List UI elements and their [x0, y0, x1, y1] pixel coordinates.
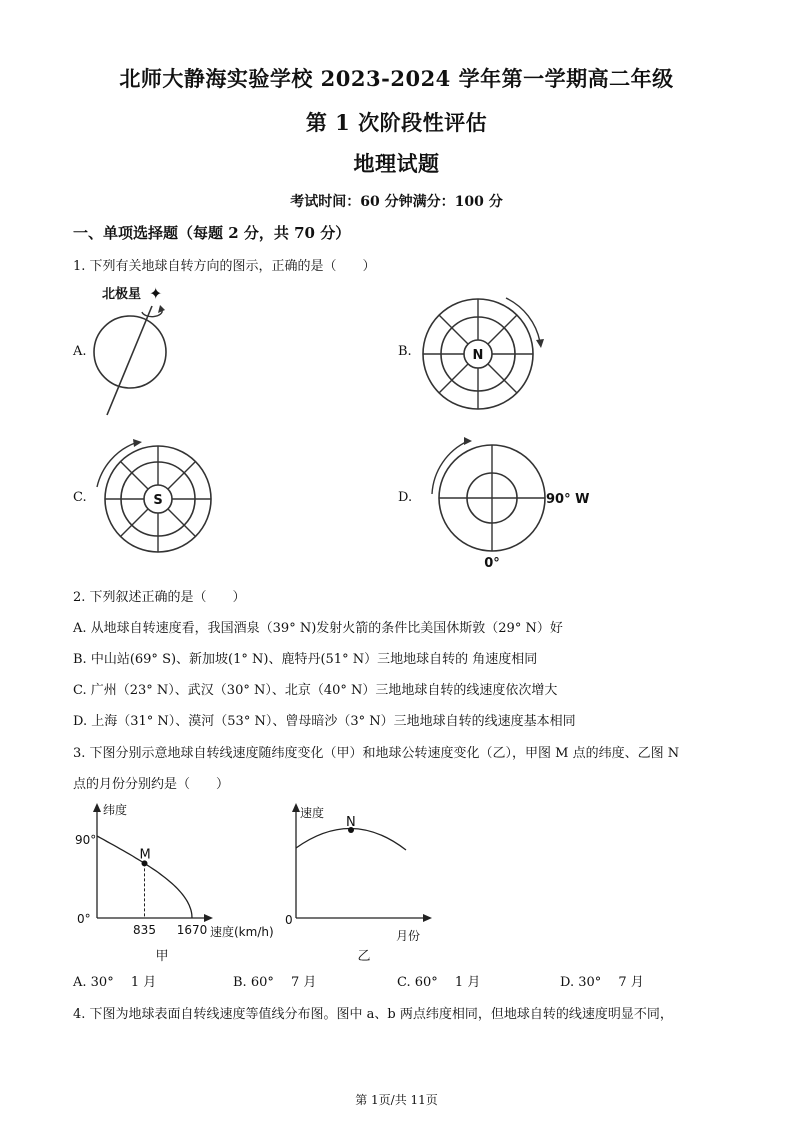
- section-title: 一、单项选择题（每题 2 分，共 70 分）: [73, 224, 351, 242]
- q2-option-a: A. 从地球自转速度看，我国酒泉（39° N)发射火箭的条件比美国休斯敦（29° N）好: [73, 621, 563, 636]
- chart-jia: [70, 800, 285, 968]
- jia-xlabel: 速度(km/h): [210, 925, 274, 939]
- jia-xtick-1670: 1670: [176, 923, 208, 937]
- polaris-star-icon: ✦: [149, 284, 163, 303]
- q2-option-c: C. 广州（23° N）、武汉（30° N）、北京（40° N）三地地球自转的线速度依次增大: [73, 683, 558, 698]
- school-title: 北师大静海实验学校 2023-2024 学年第一学期高二年级: [119, 66, 674, 91]
- polaris-label: 北极星: [102, 287, 142, 302]
- question-3-stem-line2: 点的月份分别约是（ ）: [73, 777, 230, 792]
- south-pole-label: S: [153, 493, 163, 508]
- stage-title: 第 1 次阶段性评估: [305, 110, 488, 135]
- jia-ytick-0: 0°: [77, 912, 91, 926]
- exam-info: 考试时间：60 分钟满分：100 分: [290, 194, 503, 210]
- subject-title: 地理试题: [353, 151, 440, 176]
- jia-xtick-835: 835: [133, 923, 156, 937]
- q3-option-d: D. 30° 7 月: [560, 975, 644, 990]
- yi-ytick-0: 0: [285, 913, 293, 927]
- lon-90w-label: 90° W: [546, 492, 590, 507]
- q1-option-a-label: A.: [73, 344, 87, 359]
- jia-ylabel: 纬度: [103, 803, 128, 817]
- q3-option-a: A. 30° 1 月: [73, 975, 157, 990]
- q2-option-b: B. 中山站(69° S)、新加坡(1° N)、鹿特丹(51° N）三地地球自转的 角速度相同: [73, 652, 538, 667]
- chart-yi: [282, 800, 442, 968]
- yi-title: 乙: [357, 949, 371, 964]
- point-n-label: N: [346, 815, 356, 830]
- q3-option-c: C. 60° 1 月: [397, 975, 481, 990]
- question-3-stem-line1: 3. 下图分别示意地球自转线速度随纬度变化（甲）和地球公转速度变化（乙），甲图 M 点的纬度、乙图 N: [73, 746, 680, 761]
- yi-ylabel: 速度: [300, 806, 325, 820]
- question-2-stem: 2. 下列叙述正确的是（ ）: [73, 590, 246, 605]
- q1-option-c-label: C.: [73, 490, 87, 505]
- page-footer: 第 1页/共 11页: [355, 1093, 438, 1107]
- q3-option-b: B. 60° 7 月: [233, 975, 317, 990]
- jia-ytick-90: 90°: [75, 833, 97, 847]
- q2-option-d: D. 上海（31° N）、漠河（53° N）、曾母暗沙（3° N）三地地球自转的线速度基本相同: [73, 714, 576, 729]
- q1-option-b-label: B.: [398, 344, 412, 359]
- q1-figure-d: [420, 436, 590, 571]
- q1-option-d-label: D.: [398, 490, 413, 505]
- north-pole-label: N: [472, 348, 484, 363]
- lon-0-label: 0°: [484, 556, 500, 571]
- q1-figure-a: [90, 282, 200, 422]
- question-1-stem: 1. 下列有关地球自转方向的图示，正确的是（ ）: [73, 259, 376, 274]
- yi-xlabel: 月份: [396, 929, 421, 943]
- question-4-stem: 4. 下图为地球表面自转线速度等值线分布图。图中 a、b 两点纬度相同，但地球自转的线速度明显不同，: [73, 1007, 673, 1022]
- jia-title: 甲: [155, 949, 169, 964]
- q1-figure-b: [420, 292, 560, 417]
- point-m-label: M: [139, 847, 151, 863]
- q1-figure-c: [95, 437, 225, 557]
